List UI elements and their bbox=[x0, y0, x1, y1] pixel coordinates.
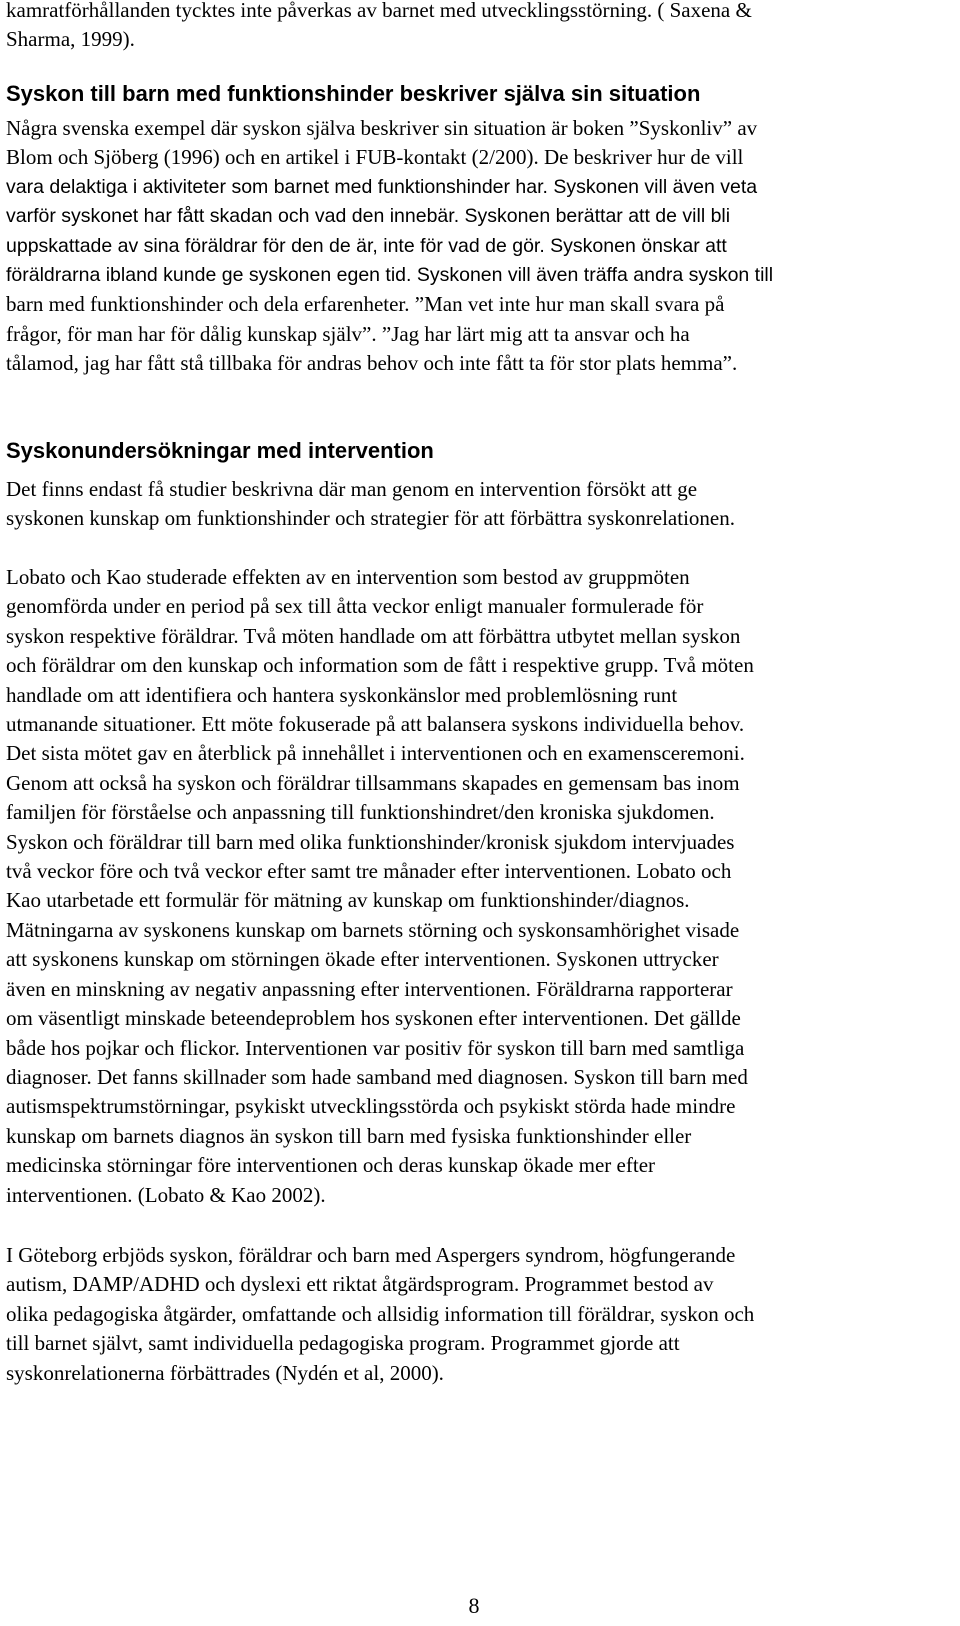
text-line: autism, DAMP/ADHD och dyslexi ett riktat åtgärdsprogram. Programmet bestod av bbox=[6, 1272, 714, 1297]
text-line: till barnet självt, samt individuella pedagogiska program. Programmet gjorde att bbox=[6, 1331, 680, 1356]
text-line: Det finns endast få studier beskrivna där man genom en intervention försökt att ge bbox=[6, 477, 698, 501]
text-line: autismspektrumstörningar, psykiskt utvecklingsstörda och psykiskt störda hade mindre bbox=[6, 1094, 736, 1119]
text-line: syskonrelationerna förbättrades (Nydén et al, 2000). bbox=[6, 1360, 444, 1385]
intro-paragraph bbox=[6, 0, 942, 55]
paragraph-goteborg-program bbox=[6, 1241, 942, 1388]
text-line: barn med funktionshinder och dela erfarenheter. ”Man vet inte hur man skall svara på bbox=[6, 292, 725, 317]
text-line: varför syskonet har fått skadan och vad den innebär. Syskonen berättar att de vill bli bbox=[6, 205, 731, 228]
section-heading-interventions: Syskonundersökningar med intervention bbox=[6, 438, 434, 463]
text-line: medicinska störningar före interventionen och deras kunskap ökade mer efter bbox=[6, 1153, 656, 1178]
text-line: genomförda under en period på sex till åtta veckor enligt manualer formulerade för bbox=[6, 594, 704, 619]
text-line: utmanande situationer. Ett möte fokuserade på att balansera syskons individuella behov. bbox=[6, 712, 745, 737]
text-line: tålamod, jag har fått stå tillbaka för andras behov och inte fått ta för stor plats hemma”. bbox=[6, 351, 738, 376]
text-line: kamratförhållanden tycktes inte påverkas av barnet med utvecklingsstörning. ( Saxena & bbox=[6, 0, 752, 22]
page-number: 8 bbox=[468, 1593, 480, 1618]
text-line: Genom att också ha syskon och föräldrar tillsammans skapades en gemensam bas inom bbox=[6, 770, 740, 795]
text-line: Syskon och föräldrar till barn med olika funktionshinder/kronisk sjukdom intervjuades bbox=[6, 829, 735, 854]
text-line: Kao utarbetade ett formulär för mätning av kunskap om funktionshinder/diagnos. bbox=[6, 888, 690, 913]
text-line: vara delaktiga i aktiviteter som barnet med funktionshinder har. Syskonen vill även veta bbox=[6, 175, 758, 198]
text-line: syskonen kunskap om funktionshinder och strategier för att förbättra syskonrelationen. bbox=[6, 506, 735, 531]
text-line: diagnoser. Det fanns skillnader som hade samband med diagnosen. Syskon till barn med bbox=[6, 1064, 748, 1089]
paragraph-lobato-kao bbox=[6, 563, 942, 1210]
text-line: om väsentligt minskade beteendeproblem hos syskonen efter interventionen. Det gällde bbox=[6, 1006, 741, 1031]
text-line: två veckor före och två veckor efter samt tre månader efter interventionen. Lobato och bbox=[6, 859, 732, 884]
text-line: interventionen. (Lobato & Kao 2002). bbox=[6, 1182, 326, 1207]
paragraph-sibling-situation bbox=[6, 114, 942, 379]
paragraph-intervention-intro bbox=[6, 475, 942, 534]
text-line: olika pedagogiska åtgärder, omfattande och allsidig information till föräldrar, syskon och bbox=[6, 1301, 755, 1326]
text-line: syskon respektive föräldrar. Två möten handlade om att förbättra utbytet mellan syskon bbox=[6, 623, 741, 648]
text-line: Lobato och Kao studerade effekten av en intervention som bestod av gruppmöten bbox=[6, 565, 690, 589]
text-line: Blom och Sjöberg (1996) och en artikel i FUB-kontakt (2/200). De beskriver hur de vill bbox=[6, 145, 744, 170]
text-line: frågor, för man har för dålig kunskap själv”. ”Jag har lärt mig att ta ansvar och ha bbox=[6, 321, 690, 346]
text-line: familjen för förståelse och anpassning till funktionshindret/den kroniska sjukdomen. bbox=[6, 800, 715, 825]
text-line: att syskonens kunskap om störningen ökade efter interventionen. Syskonen uttrycker bbox=[6, 947, 719, 972]
text-line: Det sista mötet gav en återblick på innehållet i interventionen och en examensceremoni. bbox=[6, 741, 745, 766]
section-heading-sibling-situation: Syskon till barn med funktionshinder beskriver själva sin situation bbox=[6, 81, 701, 106]
text-line: föräldrarna ibland kunde ge syskonen egen tid. Syskonen vill även träffa andra syskon till bbox=[6, 264, 774, 287]
text-line: Några svenska exempel där syskon själva beskriver sin situation är boken ”Syskonliv” av bbox=[6, 116, 758, 140]
text-line: handlade om att identifiera och hantera syskonkänslor med problemlösning runt bbox=[6, 682, 678, 707]
text-line: Mätningarna av syskonens kunskap om barnets störning och syskonsamhörighet visade bbox=[6, 917, 740, 942]
text-line: kunskap om barnets diagnos än syskon till barn med fysiska funktionshinder eller bbox=[6, 1123, 692, 1148]
text-line: både hos pojkar och flickor. Interventionen var positiv för syskon till barn med samtliga bbox=[6, 1035, 745, 1060]
text-line: och föräldrar om den kunskap och information som de fått i respektive grupp. Två möten bbox=[6, 653, 754, 678]
text-line: I Göteborg erbjöds syskon, föräldrar och barn med Aspergers syndrom, högfungerande bbox=[6, 1243, 736, 1267]
text-line: även en minskning av negativ anpassning efter interventionen. Föräldrarna rapporterar bbox=[6, 976, 733, 1001]
text-line: Sharma, 1999). bbox=[6, 27, 135, 52]
text-line: uppskattade av sina föräldrar för den de är, inte för vad de gör. Syskonen önskar att bbox=[6, 234, 727, 257]
